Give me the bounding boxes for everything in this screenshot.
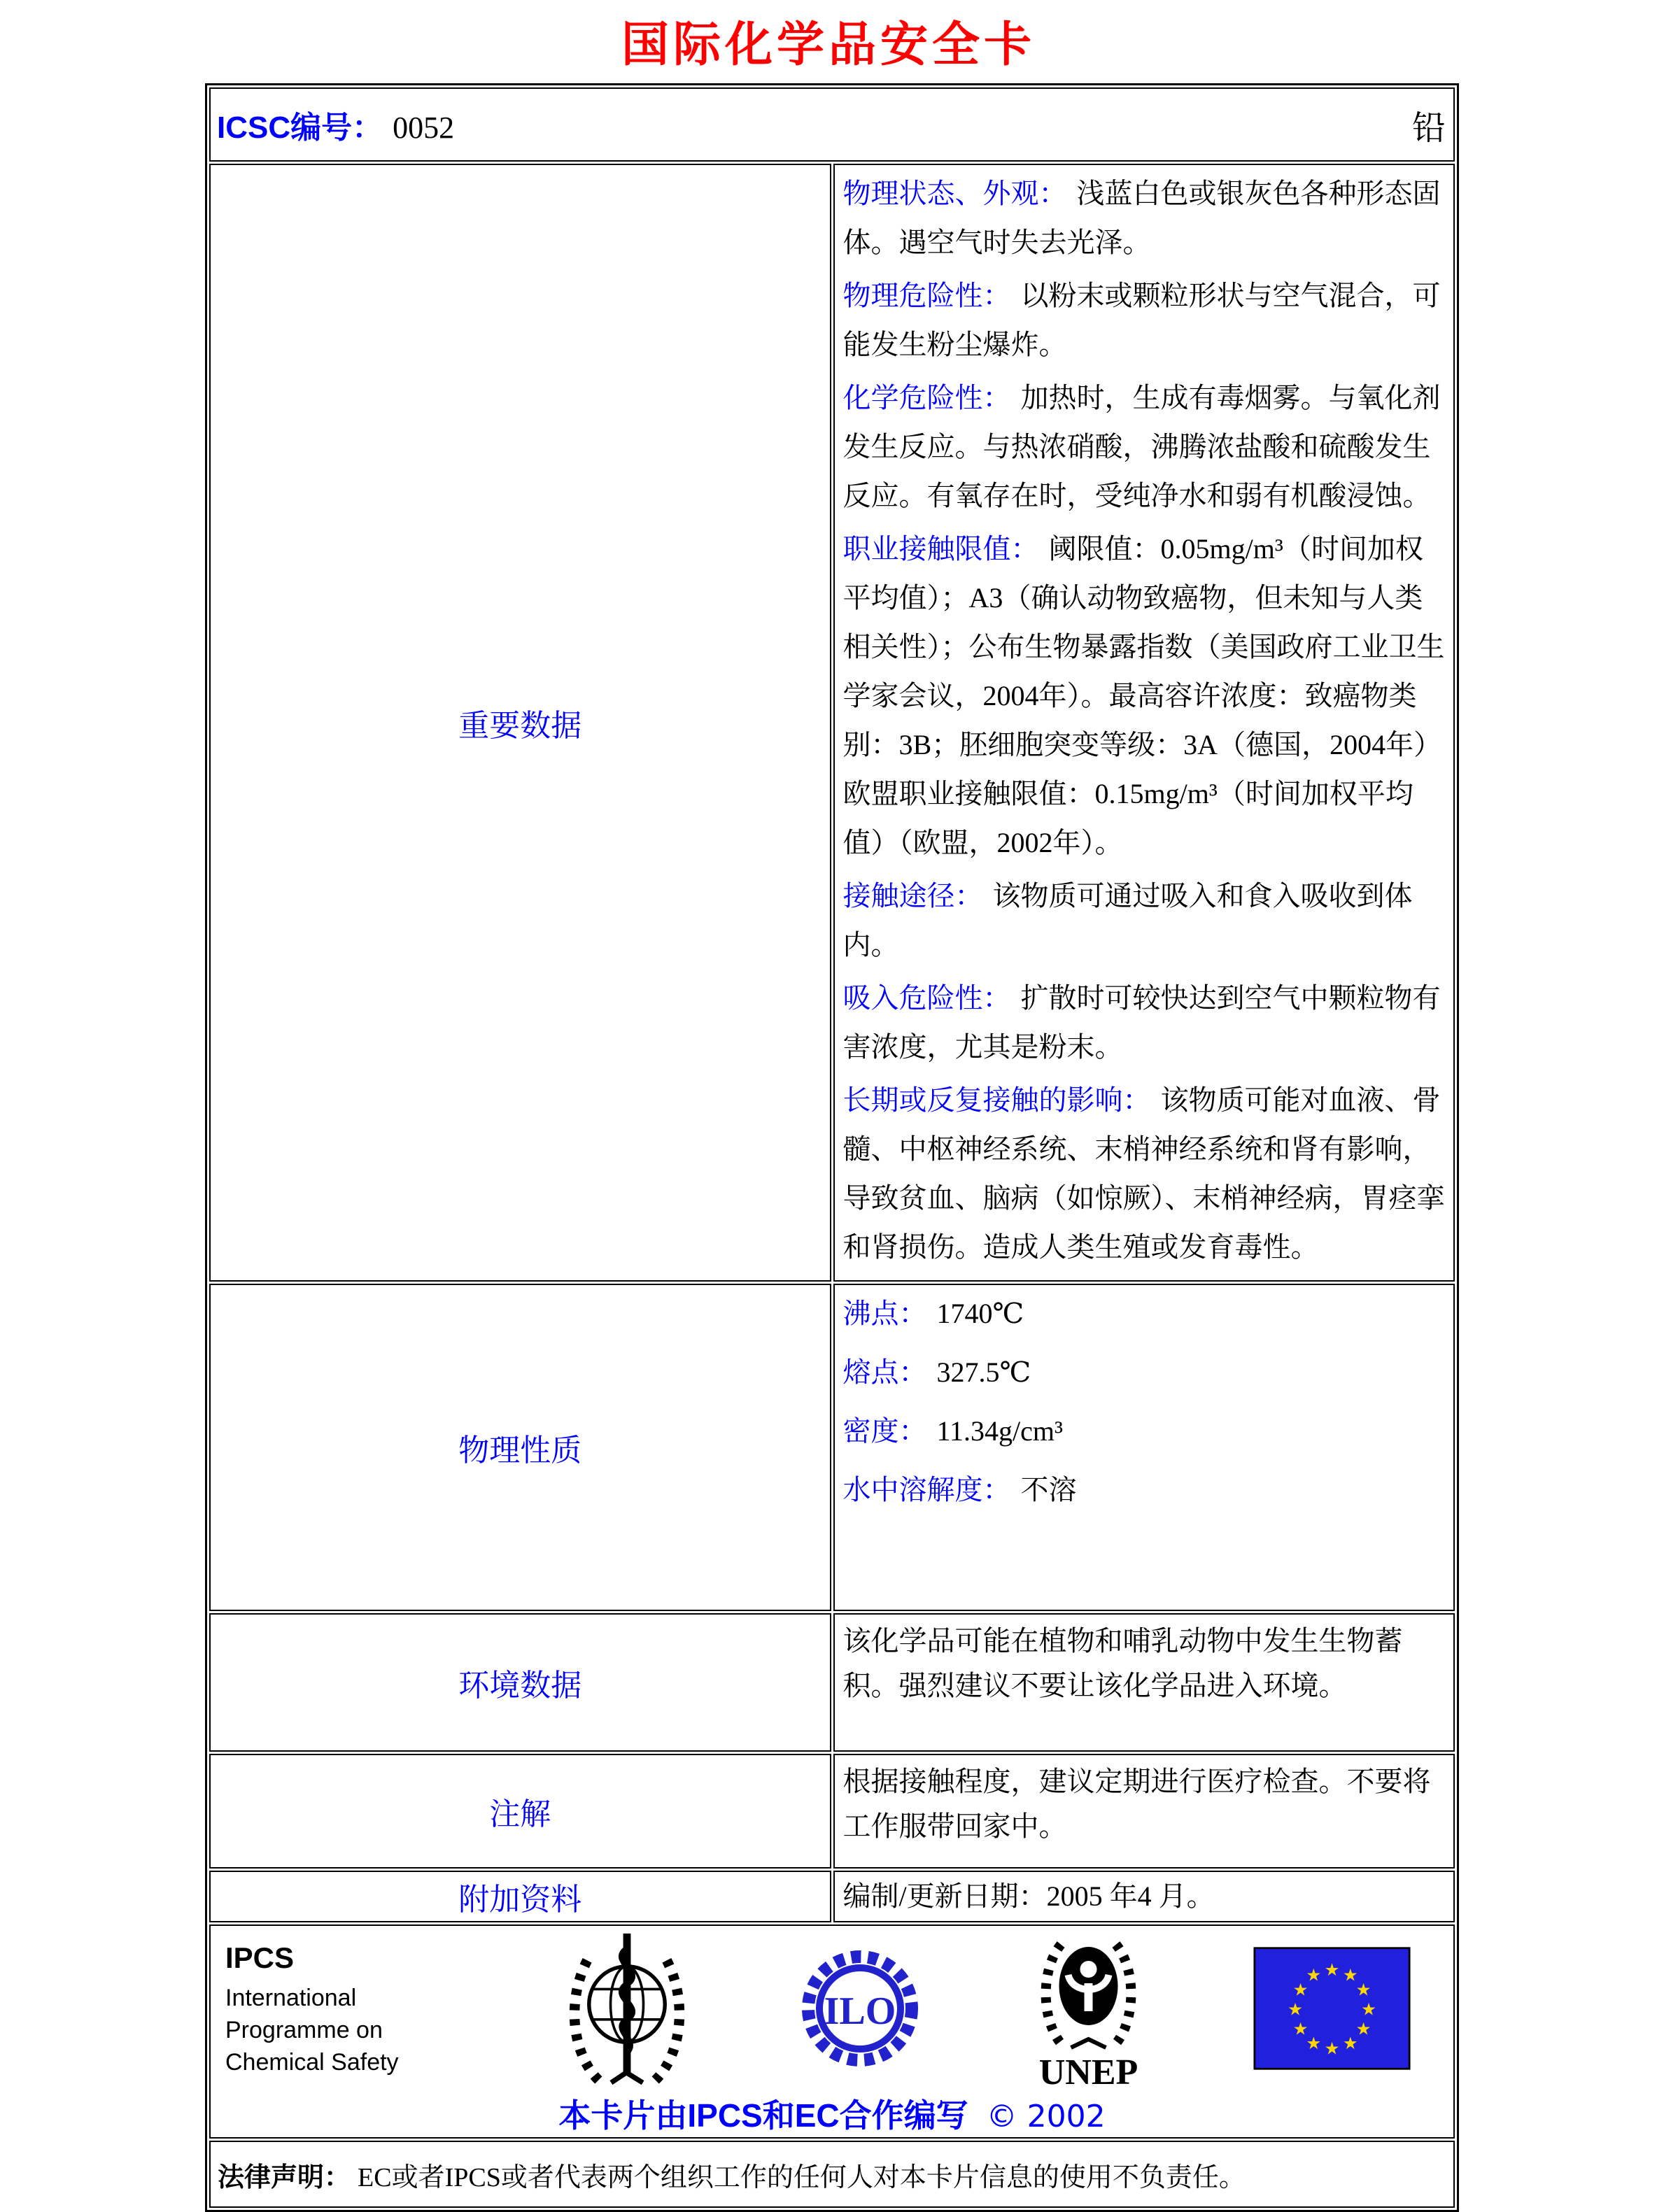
data-item (843, 1289, 1447, 1338)
item-label: 水中溶解度： (842, 1475, 1011, 1505)
svg-text:★: ★ (1355, 1978, 1372, 1999)
svg-text:★: ★ (1306, 1964, 1322, 1985)
environmental-data-row (209, 1613, 1455, 1752)
item-label: 物理状态、外观： (842, 178, 1067, 209)
item-text: 11.34g/cm³ (936, 1415, 1063, 1447)
item-label: 沸点： (842, 1298, 927, 1329)
legal-cell (209, 2141, 1455, 2208)
item-label: 长期或反复接触的影响： (842, 1085, 1151, 1116)
physical-properties-row (209, 1284, 1455, 1611)
who-logo-icon (560, 1926, 693, 2094)
item-text: 浅蓝白色或银灰色各种形态固体。遇空气时失去光泽。 (842, 178, 1441, 258)
unep-logo-icon (1027, 1924, 1150, 2096)
icsc-number-label: ICSC编号： (217, 111, 383, 145)
legal-label: 法律声明： (218, 2162, 351, 2192)
legal-row (209, 2141, 1455, 2208)
svg-text:★: ★ (1324, 2038, 1340, 2059)
ilo-letters: ILO (824, 1989, 896, 2033)
notes-row (209, 1754, 1455, 1869)
item-label: 物理危险性： (842, 281, 1011, 311)
item-text: 加热时，生成有毒烟雾。与氧化剂发生反应。与热浓硝酸，沸腾浓盐酸和硫酸发生反应。有氧存在时，受纯净水和弱有机酸浸蚀。 (842, 382, 1441, 511)
svg-text:★: ★ (1324, 1959, 1340, 1980)
notes-label: 注解 (209, 1754, 831, 1869)
icsc-card-table (205, 83, 1459, 2212)
item-text: 该物质可通过吸入和食入吸收到体内。 (842, 880, 1413, 960)
item-text: 以粉末或颗粒形状与空气混合，可能发生粉尘爆炸。 (842, 280, 1441, 360)
unep-caption: UNEP (1038, 2052, 1138, 2092)
important-data-content (833, 164, 1455, 1282)
physical-properties-content (833, 1284, 1455, 1611)
ipcs-acronym: IPCS (225, 1941, 295, 1974)
svg-text:★: ★ (1342, 1964, 1358, 1985)
chemical-name: 铅 (1411, 109, 1446, 147)
svg-text:★: ★ (1306, 2032, 1322, 2053)
icsc-number-value: 0052 (393, 111, 455, 145)
additional-info-content: 编制/更新日期：2005 年4 月。 (833, 1871, 1455, 1922)
page-title: 国际化学品安全卡 (621, 17, 1036, 73)
physical-properties-label: 物理性质 (209, 1284, 831, 1611)
item-label: 熔点： (842, 1357, 927, 1388)
data-item (843, 974, 1447, 1072)
logos-strip (211, 1927, 1453, 2092)
data-item (843, 525, 1447, 867)
ipcs-text-block (225, 1941, 456, 2078)
ipcs-line-2: Programme on (225, 2017, 383, 2043)
data-item (843, 169, 1447, 267)
item-text: 扩散时可较快达到空气中颗粒物有害浓度，尤其是粉末。 (842, 982, 1441, 1063)
item-label: 密度： (842, 1416, 927, 1447)
ipcs-line-1: International (225, 1985, 357, 2011)
footer-caption (211, 2090, 1453, 2136)
data-item (843, 271, 1447, 369)
environmental-data-content: 该化学品可能在植物和哺乳动物中发生生物蓄积。强烈建议不要让该化学品进入环境。 (833, 1613, 1455, 1752)
header-cell (209, 87, 1455, 162)
footer-caption-text: 本卡片由IPCS和EC合作编写 (558, 2097, 968, 2134)
svg-text:★: ★ (1292, 1978, 1309, 1999)
data-item (843, 1407, 1447, 1456)
svg-text:★: ★ (1361, 1998, 1376, 2019)
item-text: 该物质可能对血液、骨髓、中枢神经系统、末梢神经系统和肾有影响，导致贫血、脑病（如惊厥）、末梢神经病，胃痉挛和肾损伤。造成人类生殖或发育毒性。 (842, 1084, 1445, 1263)
svg-text:★: ★ (1342, 2032, 1358, 2053)
item-text: 阈限值：0.05mg/m³（时间加权平均值）；A3（确认动物致癌物，但未知与人类相关性）；公布生物暴露指数（美国政府工业卫生学家会议，2004年）。最高容许浓度：致癌物类别：3B；胚细胞突变等级：3A（德国，2004年）欧盟职业接触限值：0.15mg/m³（时间加权平均值）（欧盟，2002年）。 (842, 533, 1445, 858)
notes-content: 根据接触程度，建议定期进行医疗检查。不要将工作服带回家中。 (833, 1754, 1455, 1869)
item-text: 327.5℃ (936, 1356, 1031, 1388)
svg-text:★: ★ (1292, 2018, 1309, 2039)
logos-cell (209, 1924, 1455, 2139)
item-text: 不溶 (1020, 1474, 1077, 1505)
important-data-row (209, 164, 1455, 1282)
legal-text: EC或者IPCS或者代表两个组织工作的任何人对本卡片信息的使用不负责任。 (358, 2162, 1246, 2192)
data-item (843, 374, 1447, 520)
item-label: 职业接触限值： (842, 534, 1039, 565)
data-item (843, 1466, 1447, 1515)
additional-info-label: 附加资料 (209, 1871, 831, 1922)
icsc-number-group (217, 102, 454, 147)
header-inner (211, 90, 1453, 159)
additional-info-row (209, 1871, 1455, 1922)
environmental-data-label: 环境数据 (209, 1613, 831, 1752)
ilo-logo-icon (797, 1945, 923, 2075)
data-item (843, 872, 1447, 970)
item-label: 吸入危险性： (842, 983, 1011, 1014)
svg-text:★: ★ (1355, 2018, 1372, 2039)
important-data-label: 重要数据 (209, 164, 831, 1282)
data-item (843, 1348, 1447, 1397)
header-row (209, 87, 1455, 162)
item-label: 化学危险性： (842, 383, 1011, 413)
ipcs-line-3: Chemical Safety (225, 2049, 399, 2076)
item-text: 1740℃ (936, 1298, 1024, 1329)
svg-text:★: ★ (1288, 1998, 1303, 2019)
copyright-text: © 2002 (986, 2099, 1106, 2134)
eu-flag-icon (1253, 1946, 1411, 2074)
logos-row (209, 1924, 1455, 2139)
item-label: 接触途径： (842, 881, 983, 912)
data-item (843, 1076, 1447, 1272)
